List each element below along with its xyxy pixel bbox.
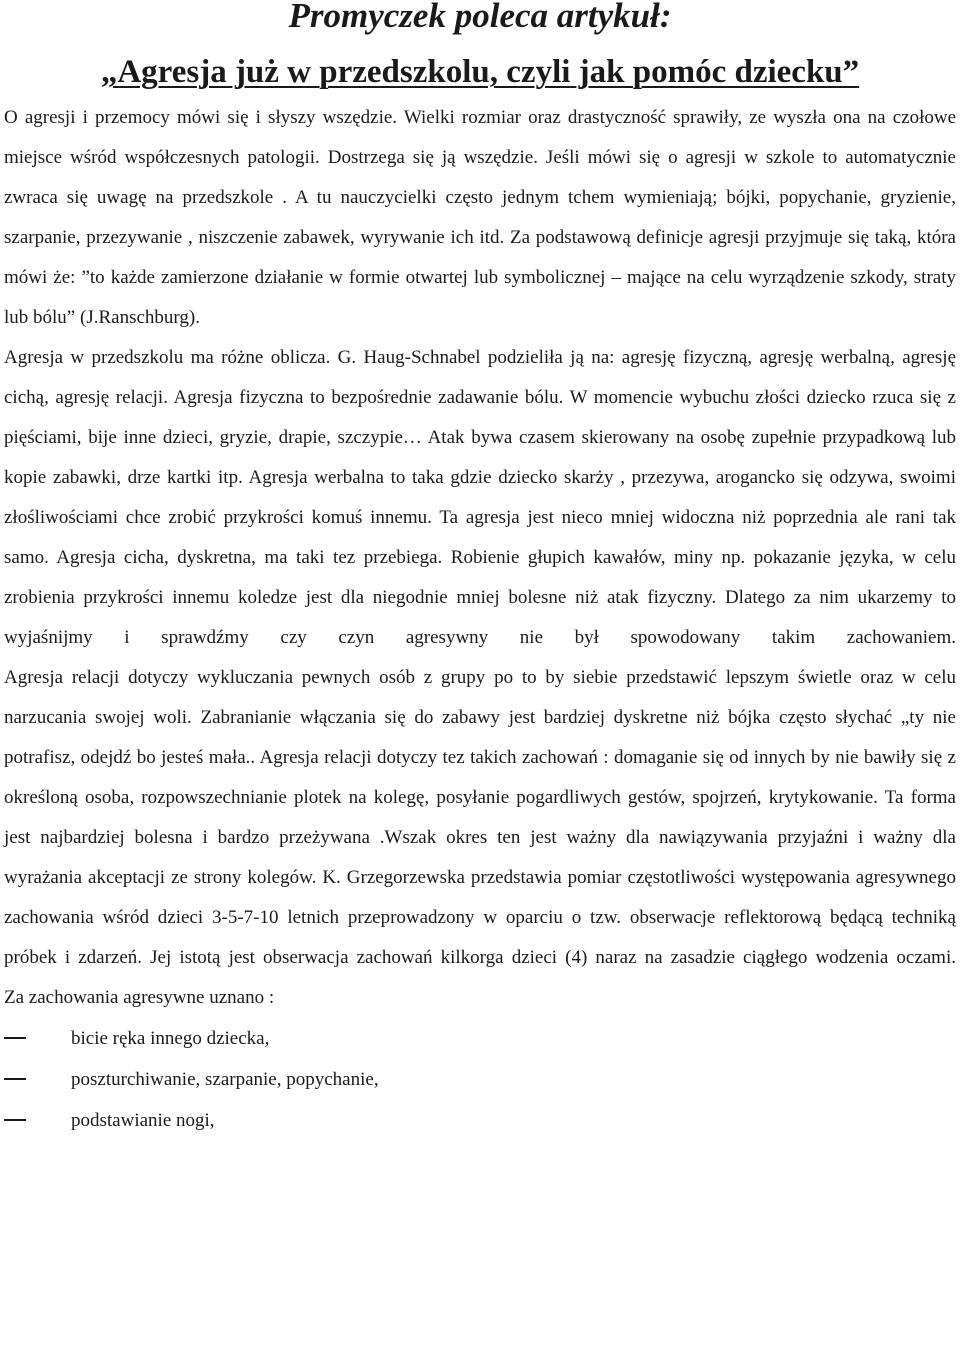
aggressive-behaviour-list: [4, 1018, 956, 1141]
list-item-text: podstawianie nogi,: [71, 1109, 215, 1131]
article-paragraph-definition: O agresji i przemocy mówi się i słyszy wszędzie. Wielki rozmiar oraz drastyczność sprawiły, ze wyszła ona na czołowe miejsce wśród współczesnych patologii. Dostrzega się ją wszędzie. Jeśli mówi się o agresji w szkole to automatycznie zwraca się uwagę na przedszkole . A tu nauczycielki często jednym tchem wymieniają; bójki, popychanie, gryzienie, szarpanie, przezywanie , niszczenie zabawek, wyrywanie ich itd. Za podstawową definicje agresji przyjmuje się taką, która mówi że: ”to każde zamierzone działanie w formie otwartej lub symbolicznej – mające na celu wyrządzenie szkody, straty lub bólu” (J.Ranschburg).: [4, 107, 956, 328]
article-paragraph-types: Agresja w przedszkolu ma różne oblicza. G. Haug-Schnabel podzieliła ją na: agresję fizyczną, agresję werbalną, agresję cichą, agresję relacji. Agresja fizyczna to bezpośrednie zadawanie bólu. W momencie wybuchu złości dziecko rzuca się z pięściami, bije inne dzieci, gryzie, drapie, szczypie… Atak bywa czasem skierowany na osobę zupełnie przypadkową lub kopie zabawki, drze kartki itp. Agresja werbalna to taka gdzie dziecko skarży , przezywa, arogancko się odzywa, swoimi złośliwościami chce zrobić przykrości komuś innemu. Ta agresja jest nieco mniej widoczna niż poprzednia ale rani tak samo. Agresja cicha, dyskretna, ma taki tez przebiega. Robienie głupich kawałów, miny np. pokazanie języka, w celu zrobienia przykrości innemu koledze jest dla niegodnie mniej bolesne niż atak fizyczny. Dlatego za nim ukarzemy to wyjaśnijmy i sprawdźmy czy czyn agresywny nie był spowodowany takim zachowaniem.: [4, 347, 956, 648]
list-intro: Za zachowania agresywne uznano :: [4, 987, 275, 1008]
page-heading: Promyczek poleca artykuł:: [288, 0, 672, 35]
dash-bullet-icon: [4, 1060, 71, 1100]
dash-bullet-icon: [4, 1019, 71, 1059]
list-item-text: bicie ręka innego dziecka,: [71, 1027, 270, 1049]
list-item: [4, 1018, 956, 1059]
article-paragraph-relational: Agresja relacji dotyczy wykluczania pewnych osób z grupy po to by siebie przedstawić lepszym świetle oraz w celu narzucania swojej woli. Zabranianie włączania się do zabawy jest bardziej dyskretne niż bójka często słychać „ty nie potrafisz, odejdź bo jesteś mała.. Agresja relacji dotyczy tez takich zachowań : domaganie się od innych by nie bawiły się z określoną osoba, rozpowszechnianie plotek na kolegę, posyłanie pogardliwych gestów, spojrzeń, krytykowanie. Ta forma jest najbardziej bolesna i bardzo przeżywana .Wszak okres ten jest ważny dla nawiązywania przyjaźni i ważny dla wyrażania akceptacji ze strony kolegów. K. Grzegorzewska przedstawia pomiar częstotliwości występowania agresywnego zachowania wśród dzieci 3-5-7-10 letnich przeprowadzony w oparciu o tzw. obserwacje reflektorową będącą techniką próbek i zdarzeń. Jej istotą jest obserwacja zachowań kilkorga dzieci (4) naraz na zasadzie ciągłego wodzenia oczami.: [4, 667, 956, 968]
list-item: [4, 1059, 956, 1100]
dash-bullet-icon: [4, 1101, 71, 1141]
article-body: [4, 98, 956, 1018]
list-item: [4, 1100, 956, 1141]
article-title: [4, 52, 956, 92]
list-item-text: poszturchiwanie, szarpanie, popychanie,: [71, 1068, 379, 1090]
article-title-text: „Agresja już w przedszkolu, czyli jak pomóc dziecku”: [100, 54, 860, 90]
